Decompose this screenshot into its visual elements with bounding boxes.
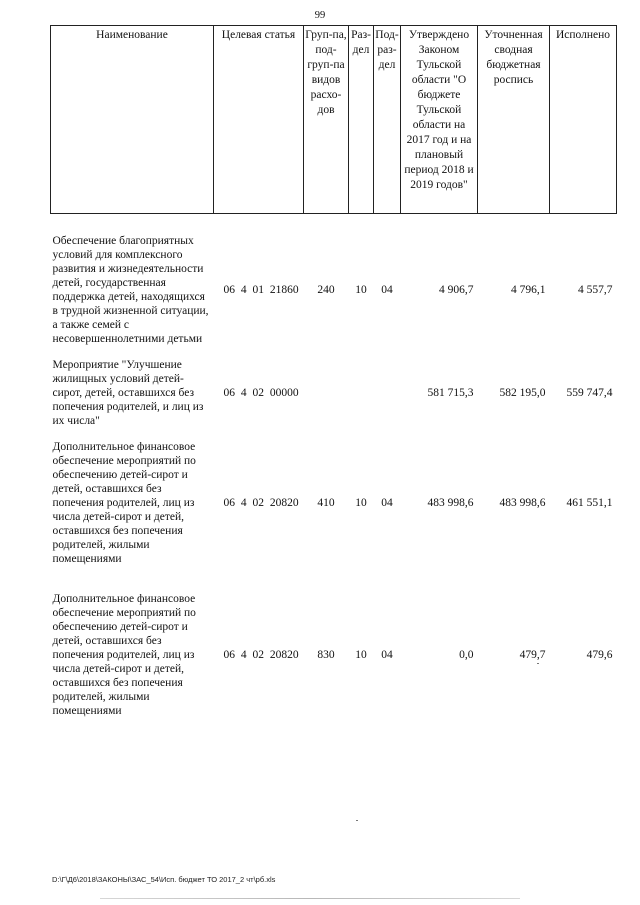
header-target-article: Целевая статья bbox=[214, 26, 304, 214]
row-section: 10 bbox=[355, 649, 367, 661]
row-name: Дополнительное финансовое обеспечение мероприятий по обеспечению детей-сирот и детей, оставшихся без попечения родителей, лиц из числа детей-сирот и детей, оставшихся без попечения родителей, жилыми помещениями bbox=[52, 441, 196, 565]
budget-execution-table bbox=[50, 25, 617, 724]
row-revised: 582 195,0 bbox=[499, 387, 546, 399]
row-section: 10 bbox=[355, 497, 367, 509]
page-number: 99 bbox=[314, 10, 326, 21]
row-executed: 4 557,7 bbox=[578, 284, 613, 296]
row-target-article: 06 4 01 21860 bbox=[223, 284, 299, 296]
row-approved: 483 998,6 bbox=[427, 497, 474, 509]
scan-bottom-edge bbox=[100, 898, 520, 899]
row-target-article: 06 4 02 20820 bbox=[223, 497, 299, 509]
header-section: Раз-дел bbox=[349, 26, 374, 214]
header-subsection: Под-раз-дел bbox=[374, 26, 401, 214]
row-expense-group: 410 bbox=[317, 497, 335, 509]
table-row bbox=[51, 228, 617, 352]
row-target-article: 06 4 02 20820 bbox=[223, 649, 299, 661]
header-name: Наименование bbox=[51, 26, 214, 214]
header-approved: Утверждено Законом Тульской области "О бюджете Тульской области на 2017 год и на плановый период 2018 и 2019 годов" bbox=[401, 26, 478, 214]
header-expense-group: Груп-па, под-груп-па видов расхо-дов bbox=[304, 26, 349, 214]
scan-speck bbox=[356, 820, 358, 821]
row-executed: 479,6 bbox=[586, 649, 613, 661]
row-subsection: 04 bbox=[381, 497, 393, 509]
row-executed: 559 747,4 bbox=[566, 387, 613, 399]
row-approved: 581 715,3 bbox=[427, 387, 474, 399]
footer-file-path: D:\Г\Д6\2018\ЗАКОНЫ\ЗАС_54\Исп. бюджет ТО 2017_2 чт\рб.xls bbox=[52, 875, 276, 884]
row-subsection: 04 bbox=[381, 649, 393, 661]
row-revised: 483 998,6 bbox=[499, 497, 546, 509]
row-subsection bbox=[374, 352, 401, 434]
row-approved: 4 906,7 bbox=[439, 284, 474, 296]
row-revised: 479,7 bbox=[519, 649, 546, 661]
row-expense-group: 240 bbox=[317, 284, 335, 296]
row-section: 10 bbox=[355, 284, 367, 296]
row-expense-group bbox=[304, 352, 349, 434]
row-subsection: 04 bbox=[381, 284, 393, 296]
row-name: Обеспечение благоприятных условий для комплексного развития и жизнедеятельности детей, государственная поддержка детей, находящихся в трудной жизненной ситуации, а также семей с несовершеннолетними детьми bbox=[52, 235, 209, 345]
table-row bbox=[51, 586, 617, 724]
row-revised: 4 796,1 bbox=[511, 284, 546, 296]
table-row bbox=[51, 352, 617, 434]
row-name: Дополнительное финансовое обеспечение мероприятий по обеспечению детей-сирот и детей, оставшихся без попечения родителей, лиц из числа детей-сирот и детей, оставшихся без попечения родителей, жилыми помещениями bbox=[52, 593, 196, 717]
row-name: Мероприятие "Улучшение жилищных условий детей-сирот, детей, оставшихся без попечения родителей, и лиц из их числа" bbox=[52, 359, 204, 427]
header-executed: Исполнено bbox=[550, 26, 617, 214]
row-target-article: 06 4 02 00000 bbox=[223, 387, 299, 399]
header-revised: Уточненная сводная бюджетная роспись bbox=[478, 26, 550, 214]
scan-speck bbox=[537, 663, 539, 664]
table-row bbox=[51, 434, 617, 572]
row-approved: 0,0 bbox=[459, 649, 474, 661]
row-section bbox=[349, 352, 374, 434]
row-executed: 461 551,1 bbox=[566, 497, 613, 509]
row-expense-group: 830 bbox=[317, 649, 335, 661]
table-header-row bbox=[51, 26, 617, 214]
